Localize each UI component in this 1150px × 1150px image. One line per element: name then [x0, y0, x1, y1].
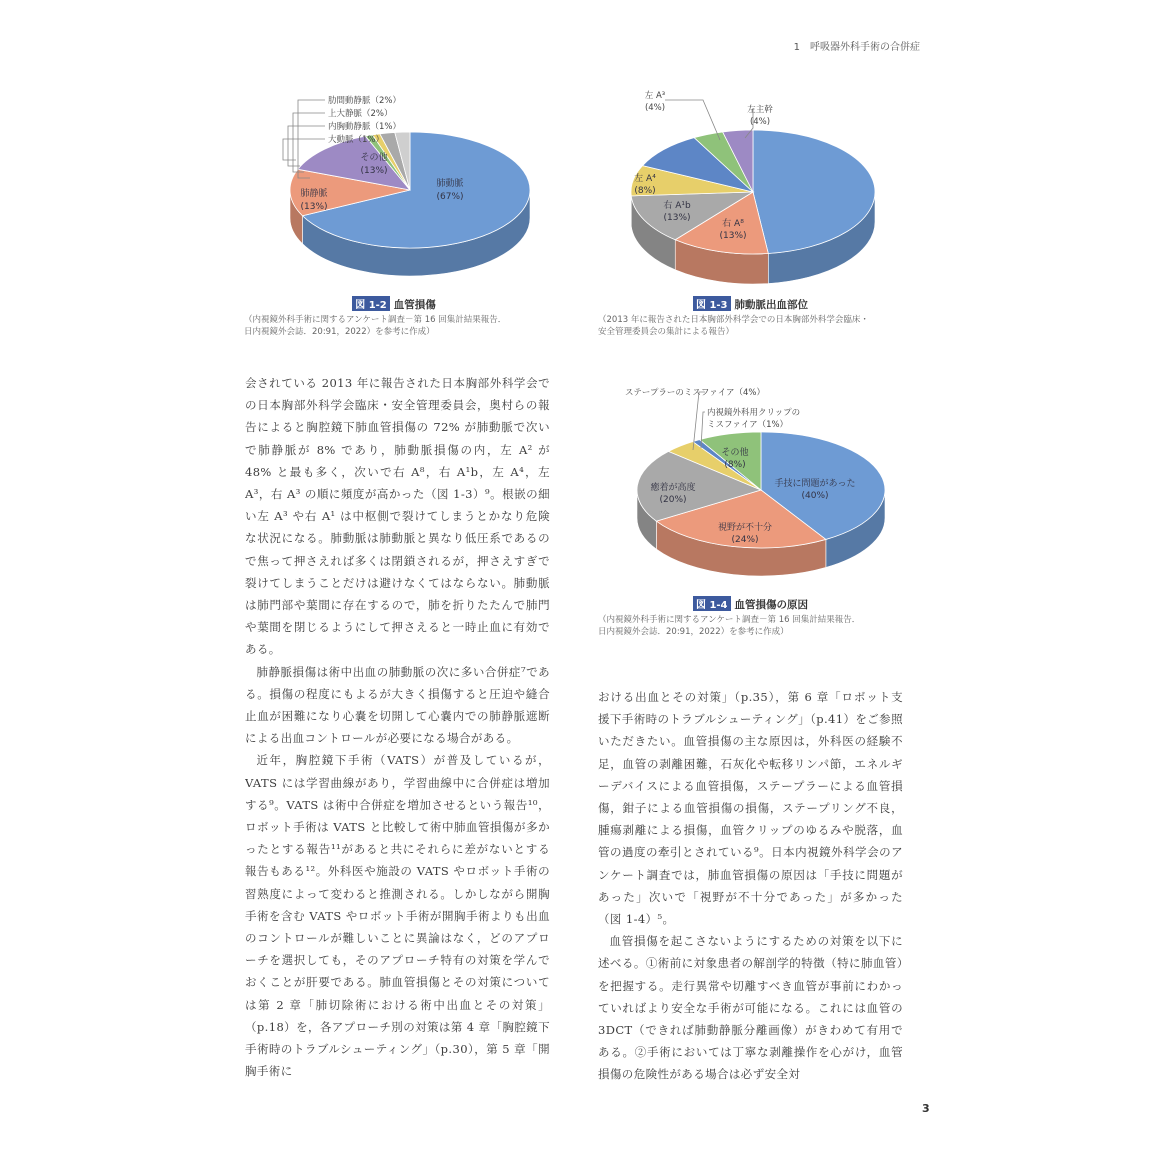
pie-chart-1-4 — [625, 378, 895, 588]
slice-label: 癒着が高度 — [650, 483, 696, 493]
figure-source: （2013 年に報告された日本胸部外科学会での日本胸部外科学会臨床・ 安全管理委員会の集計による報告） — [598, 315, 869, 337]
caption-1-3 — [598, 296, 903, 338]
paragraph: 近年，胸腔鏡下手術（VATS）が普及しているが，VATS には学習曲線があり，学習曲線中に合併症は増加する⁹。VATS は術中合併症を増加させるという報告¹⁰，ロボット手術は VATS と比較して術中肺血管損傷が多かったとする報告¹¹があると共にそれらに差がないとする報告もある¹²。外科医や施設の VATS やロボット手術の習熟度によって変わると推測される。しかしながら開胸手術を含む VATS やロボット手術が開胸手術よりも出血のコントロールが難しいことに異論はなく，どのアプローチを選択しても，そのアプローチ特有の対策を学んでおくことが肝要である。肺血管損傷とその対策については第 2 章「肺切除術における術中出血とその対策」（p.18）を，各アプローチ別の対策は第 4 章「胸腔鏡下手術時のトラブルシューティング」（p.30），第 5 章「開胸手術に — [245, 753, 550, 1079]
figure-title: 血管損傷 — [393, 299, 436, 311]
figure-title: 血管損傷の原因 — [734, 599, 809, 611]
caption-1-4 — [598, 596, 903, 638]
callout-label: 左 A³ — [644, 91, 666, 101]
slice-label: 手技に問題があった — [774, 479, 856, 489]
figure-1-2 — [270, 80, 530, 280]
slice-label: 視野が不十分 — [717, 523, 773, 533]
slice-label: その他 — [721, 448, 749, 458]
paragraph: 血管損傷を起こさないようにするための対策を以下に述べる。①術前に対象患者の解剖学的特徴（特に肺血管）を把握する。走行異常や切離すべき血管が事前にわかっていればより安全な手術が可能になる。これには血管の 3DCT（できれば肺動静脈分離画像）がきわめて有用である。②手術においては丁寧な剥離操作を心がけ，血管損傷の危険性がある場合は必ず安全対 — [598, 934, 903, 1082]
callout-label: (4%) — [749, 117, 771, 127]
callout-label: 肋間動静脈（2%） — [328, 96, 401, 106]
callout-label: 左主幹 — [747, 105, 773, 115]
figure-1-3 — [625, 80, 885, 280]
slice-label: (13%) — [360, 166, 388, 176]
pie-chart-1-3 — [625, 80, 885, 280]
callout-label: (4%) — [644, 103, 666, 113]
paragraph: 会されている 2013 年に報告された日本胸部外科学会での日本胸部外科学会臨床・安全管理委員会，奥村らの報告によると胸腔鏡下肺血管損傷の 72% が肺動脈で次いで肺静脈が 8% であり，肺動脈損傷の内，左 A² が 48% と最も多く，次いで右 A⁸，右 A¹b，左 A⁴，左 A³，右 A³ の順に頻度が高かった（図 1-3）⁹。根嵌の細い左 A³ や右 A¹ は中枢側で裂けてしまうとかなり危険な状況になる。肺動脈は肺動脈と異なり低圧系であるので焦って押さえれば多くは閉鎖されるが，押さえすぎで裂けてしまうことだけは避けなくてはならない。肺動脈は肺門部や葉間に存在するので，肺を折りたたんで肺門や葉間を閉じるようにして押さえると一時止血に有効である。 — [245, 376, 550, 657]
slice-label: (8%) — [634, 186, 656, 196]
callout-label: 内視鏡外科用クリップの — [707, 408, 801, 418]
callout-label: 上大静脈（2%） — [328, 109, 393, 119]
running-head: 1 呼吸器外科手術の合併症 — [793, 42, 920, 53]
slice-label: (24%) — [731, 535, 759, 545]
figure-1-4 — [625, 378, 895, 588]
slice-label: (13%) — [719, 231, 747, 241]
slice-label: 左 A⁴ — [634, 174, 656, 184]
figure-source: （内視鏡外科手術に関するアンケート調査－第 16 回集計結果報告． 日内視鏡外会誌．20:91，2022）を参考に作成） — [244, 315, 507, 337]
figure-title: 肺動脈出血部位 — [734, 299, 809, 311]
slice-label: (8%) — [724, 460, 746, 470]
slice-label: (67%) — [436, 192, 464, 202]
paragraph: おける出血とその対策」（p.35），第 6 章「ロボット支援下手術時のトラブルシューティング」（p.41）をご参照いただきたい。血管損傷の主な原因は，外科医の経験不足，血管の剥離困難，石灰化や転移リンパ節，エネルギーデバイスによる血管損傷，ステープラーによる血管損傷，鉗子による血管損傷の損傷，ステープリング不良，腫瘍剥離による損傷，血管クリップのゆるみや脱落，血管の過度の牽引とされている⁹。日本内視鏡外科学会のアンケート調査では，肺血管損傷の原因は「手技に問題があった」次いで「視野が不十分であった」が多かった（図 1-4）⁵。 — [598, 690, 903, 927]
callout-label: 内胸動静脈（1%） — [328, 122, 401, 132]
body-right-column — [598, 686, 903, 1082]
slice-label: 右 A¹b — [663, 201, 691, 211]
figure-badge: 図 1-2 — [352, 296, 390, 311]
page-number: 3 — [922, 1102, 930, 1115]
slice-label: 肺静脈 — [300, 189, 328, 199]
slice-label: (20%) — [659, 495, 687, 505]
caption-1-2 — [244, 296, 544, 338]
callout-label: ミスファイア（1%） — [707, 420, 789, 430]
slice-label: (13%) — [300, 202, 328, 212]
figure-source: （内視鏡外科手術に関するアンケート調査－第 16 回集計結果報告． 日内視鏡外会誌．20:91，2022）を参考に作成） — [598, 615, 861, 637]
body-left-column — [245, 372, 550, 1082]
callout-label: ステープラーのミスファイア（4%） — [625, 388, 765, 398]
figure-badge: 図 1-4 — [693, 596, 731, 611]
callout-label: 大動脈（1%） — [328, 135, 384, 145]
slice-label: (40%) — [801, 491, 829, 501]
pie-chart-1-2 — [270, 80, 530, 280]
paragraph: 肺静脈損傷は術中出血の肺動脈の次に多い合併症⁷である。損傷の程度にもよるが大きく損傷すると圧迫や縫合止血が困難になり心嚢を切開して心嚢内での肺静脈遮断による出血コントロールが必要になる場合がある。 — [245, 664, 550, 746]
slice-label: (13%) — [663, 213, 691, 223]
figure-badge: 図 1-3 — [693, 296, 731, 311]
slice-label: その他 — [360, 153, 388, 163]
slice-label: 右 A⁸ — [722, 219, 744, 229]
slice-label: 肺動脈 — [436, 179, 464, 189]
